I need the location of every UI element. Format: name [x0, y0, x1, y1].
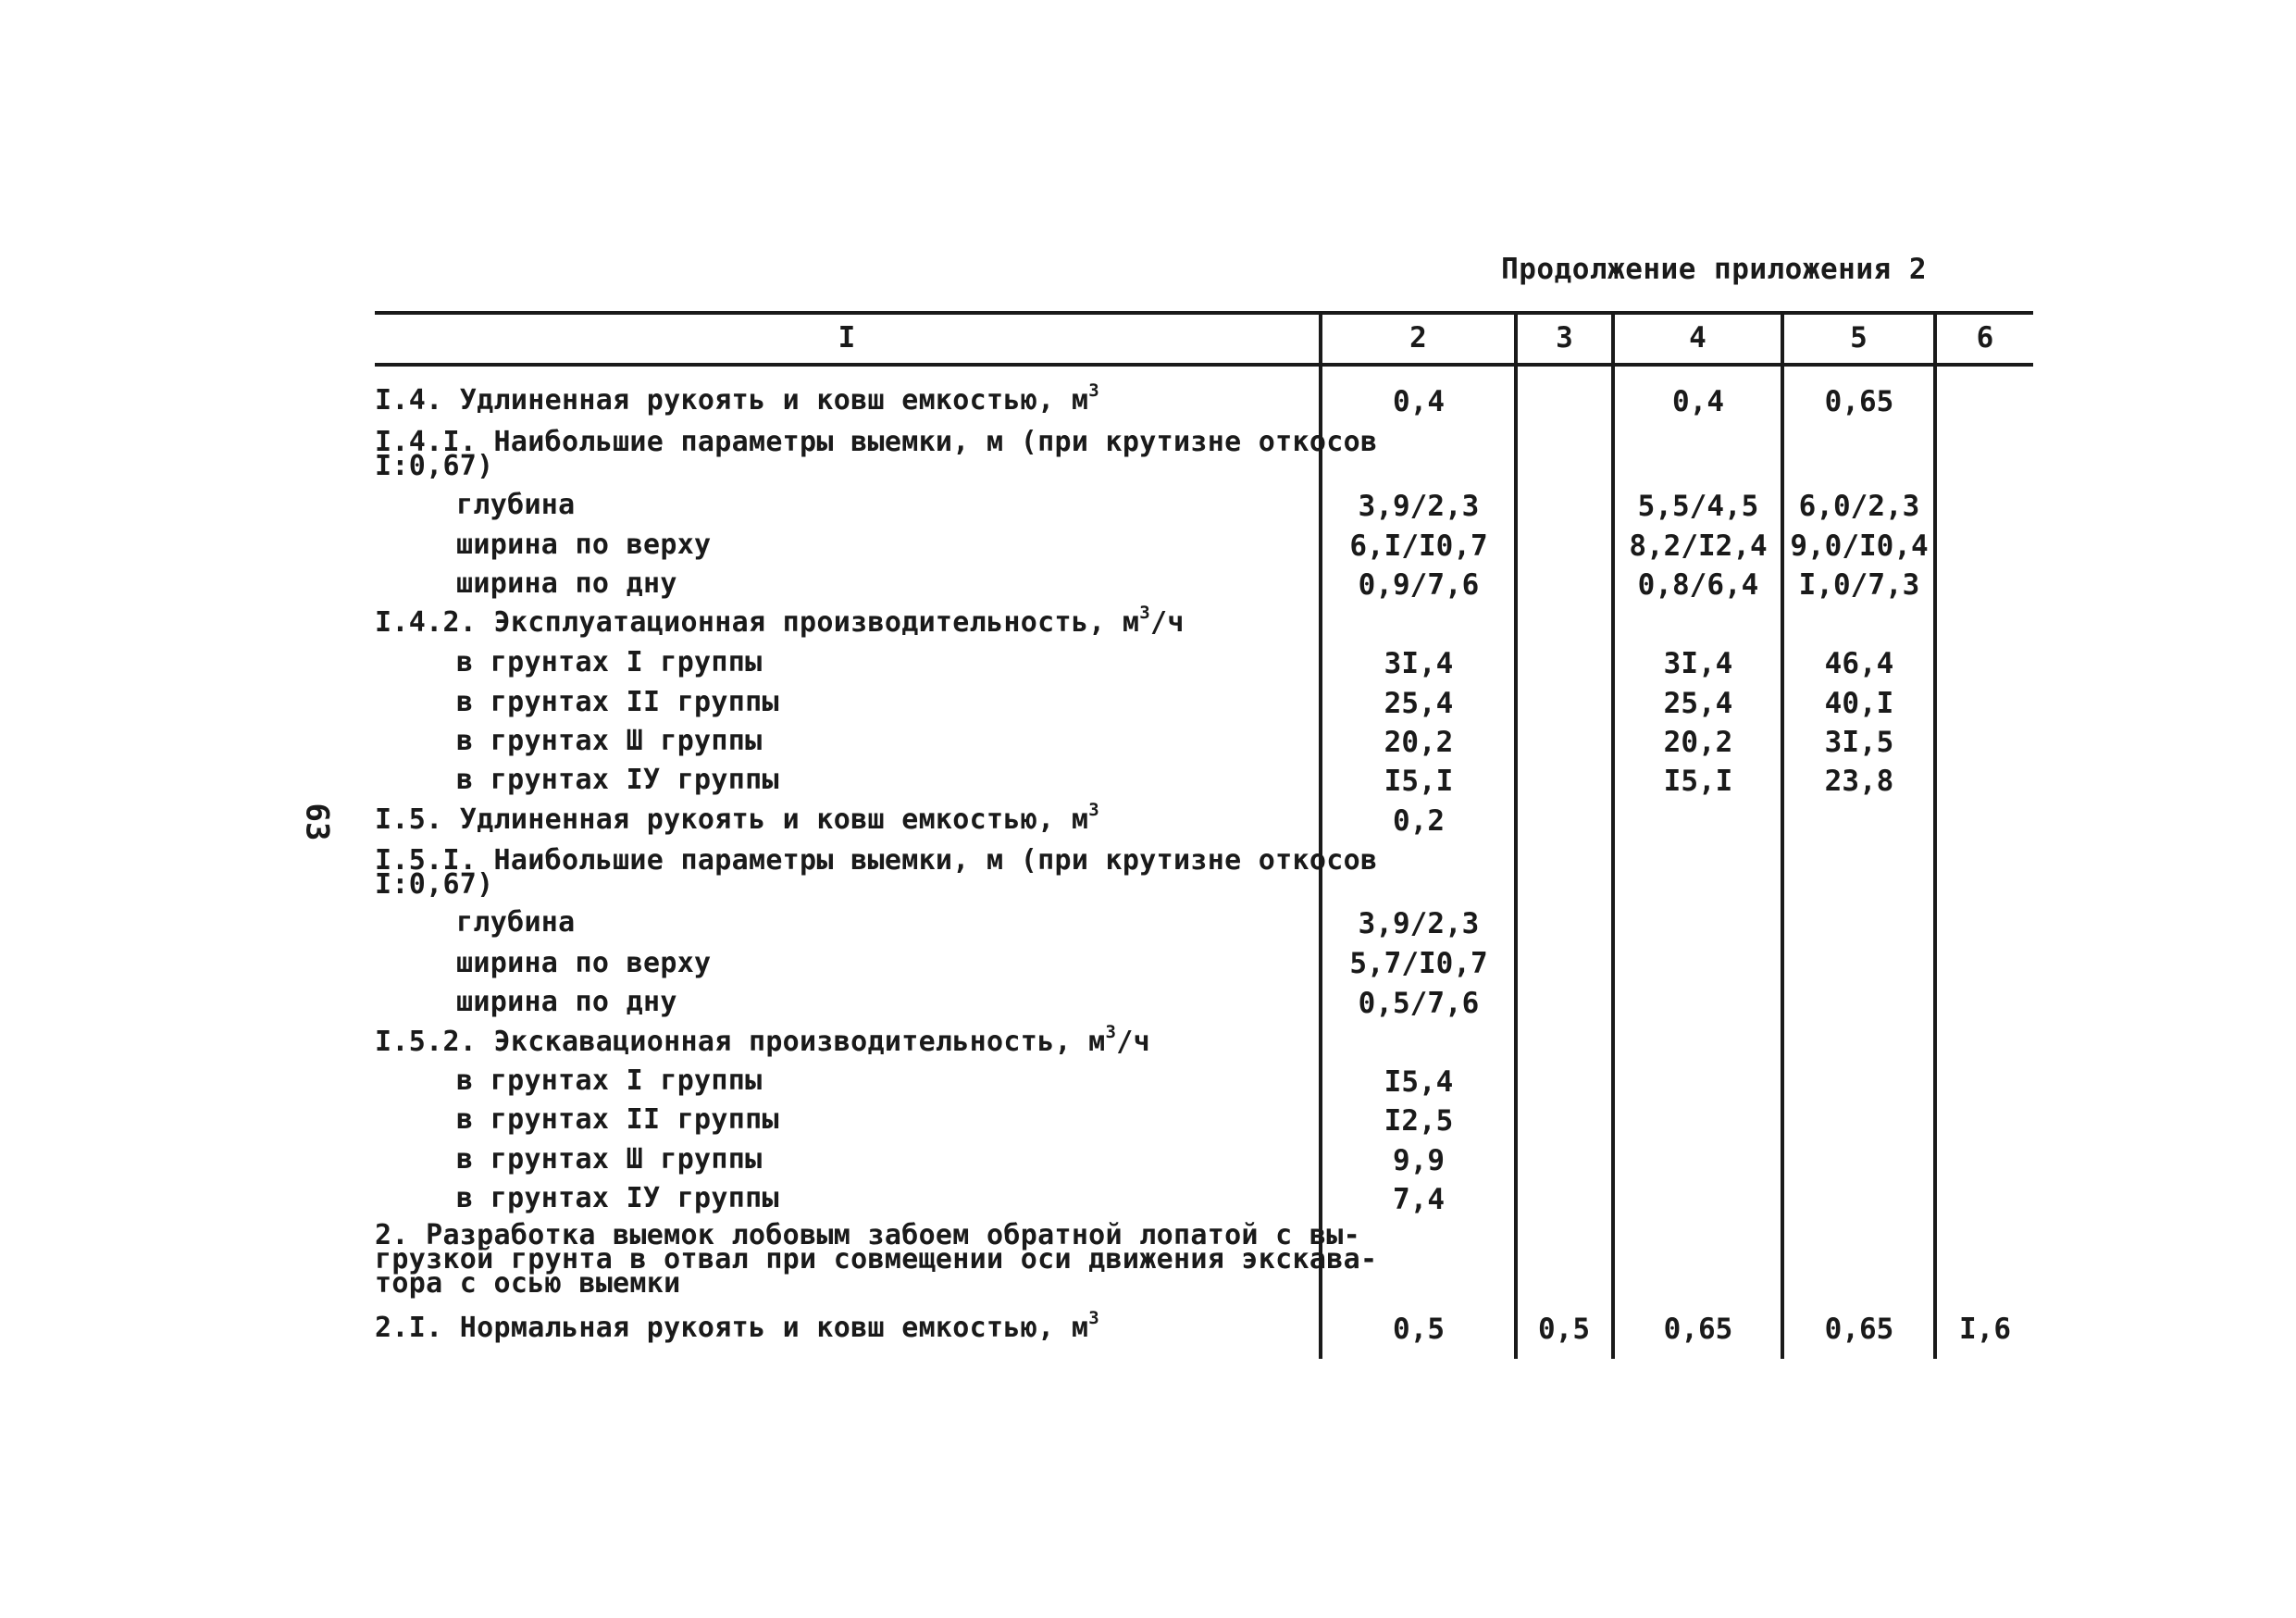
cell-value-col5: 3I,5	[1824, 726, 1894, 759]
cell-value-col5: 9,0/I0,4	[1790, 529, 1929, 563]
row-label-line: глубина	[456, 489, 576, 521]
row-label-line: ширина по верху	[456, 529, 712, 561]
cell-value-col2: 3,9/2,3	[1358, 907, 1480, 940]
cell-value-col5: I,0/7,3	[1798, 568, 1920, 602]
row-label-line: в грунтах II группы	[456, 686, 779, 718]
cell-value-col2: 7,4	[1393, 1183, 1445, 1216]
cell-value-col2: 0,4	[1393, 385, 1445, 418]
table-header-rule	[375, 363, 2033, 367]
cell-value-col2: 0,2	[1393, 804, 1445, 838]
cell-value-col4: 20,2	[1663, 726, 1733, 759]
row-label-line: I.4.2. Эксплуатационная производительность, $м^3/ч$	[375, 603, 1185, 639]
row-label-line: 2. Разработка выемок лобовым забоем обратной лопатой с вы-	[375, 1219, 1360, 1251]
row-label	[456, 686, 779, 718]
table-top-rule	[375, 311, 2033, 315]
cell-value-col5: 0,65	[1824, 1313, 1894, 1346]
row-label-line: в грунтах Ш группы	[456, 725, 763, 757]
cell-value-col3: 0,5	[1538, 1313, 1590, 1346]
row-label	[456, 489, 576, 521]
row-label-line: I.4. Удлиненная рукоять и ковш емкостью, $м^3$	[375, 380, 1099, 417]
cell-value-col2: 0,5/7,6	[1358, 987, 1480, 1020]
row-label-line: I.4.I. Наибольшие параметры выемки, м (при крутизне откосов	[375, 426, 1378, 458]
row-label	[456, 764, 779, 796]
cell-value-col2: 25,4	[1384, 687, 1454, 720]
row-label-line: I.5. Удлиненная рукоять и ковш емкостью, $м^3$	[375, 800, 1099, 836]
row-label	[456, 947, 712, 979]
column-header-2: 2	[1409, 321, 1427, 355]
row-label-line: 2.I. Нормальная рукоять и ковш емкостью, $м^3$	[375, 1308, 1099, 1344]
cell-value-col5: 46,4	[1824, 647, 1894, 680]
column-header-5: 5	[1850, 321, 1868, 355]
cell-value-col2: 0,5	[1393, 1313, 1445, 1346]
row-label	[456, 1103, 779, 1136]
row-label	[456, 646, 763, 678]
column-header-3: 3	[1556, 321, 1573, 355]
cell-value-col2: I5,I	[1384, 765, 1454, 798]
row-label	[375, 1022, 1151, 1058]
unit-superscript: 3	[1139, 603, 1151, 623]
cell-value-col4: 0,8/6,4	[1637, 568, 1759, 602]
cell-value-col2: 20,2	[1384, 726, 1454, 759]
row-label-line: I:0,67)	[375, 450, 494, 482]
row-label	[456, 1064, 763, 1097]
row-label-line: I:0,67)	[375, 868, 494, 901]
row-label	[375, 1308, 1099, 1344]
cell-value-col5: 0,65	[1824, 385, 1894, 418]
cell-value-col4: 3I,4	[1663, 647, 1733, 680]
cell-value-col2: 5,7/I0,7	[1349, 947, 1488, 980]
row-label	[456, 986, 677, 1018]
row-label-line: в грунтах II группы	[456, 1103, 779, 1136]
page-number: 63	[298, 803, 336, 841]
row-label-line: в грунтах IУ группы	[456, 764, 779, 796]
cell-value-col2: 0,9/7,6	[1358, 568, 1480, 602]
continuation-caption: Продолжение приложения 2	[1501, 253, 1927, 286]
row-label	[456, 1143, 763, 1176]
column-divider-5	[1781, 311, 1784, 1359]
cell-value-col4: 0,65	[1663, 1313, 1733, 1346]
cell-value-col2: 3,9/2,3	[1358, 490, 1480, 523]
row-label	[456, 567, 677, 600]
row-label-line: ширина по дну	[456, 567, 677, 600]
unit-superscript: 3	[1088, 1308, 1099, 1328]
column-divider-6	[1933, 311, 1937, 1359]
row-label	[456, 1182, 779, 1214]
row-label-line: в грунтах IУ группы	[456, 1182, 779, 1214]
unit-superscript: 3	[1088, 380, 1099, 401]
row-label	[375, 426, 1378, 482]
cell-value-col4: 0,4	[1672, 385, 1724, 418]
cell-value-col2: I5,4	[1384, 1065, 1454, 1099]
row-label-line: в грунтах I группы	[456, 1064, 763, 1097]
row-label-line: в грунтах I группы	[456, 646, 763, 678]
row-label	[375, 1219, 1378, 1300]
column-divider-4	[1611, 311, 1615, 1359]
row-label	[456, 725, 763, 757]
row-label-line: I.5.I. Наибольшие параметры выемки, м (при крутизне откосов	[375, 844, 1378, 877]
row-label	[456, 906, 576, 939]
cell-value-col2: 6,I/I0,7	[1349, 529, 1488, 563]
row-label-line: в грунтах Ш группы	[456, 1143, 763, 1176]
cell-value-col2: 9,9	[1393, 1144, 1445, 1177]
row-label	[375, 603, 1185, 639]
row-label-line: глубина	[456, 906, 576, 939]
row-label-line: грузкой грунта в отвал при совмещении оси движения экскава-	[375, 1243, 1378, 1276]
column-header-4: 4	[1689, 321, 1706, 355]
cell-value-col5: 40,I	[1824, 687, 1894, 720]
cell-value-col4: 5,5/4,5	[1637, 490, 1759, 523]
cell-value-col6: I,6	[1959, 1313, 2011, 1346]
row-label-line: I.5.2. Экскавационная производительность, $м^3/ч$	[375, 1022, 1151, 1058]
row-label	[456, 529, 712, 561]
cell-value-col4: 8,2/I2,4	[1629, 529, 1768, 563]
row-label-line: тора с осью выемки	[375, 1267, 681, 1300]
cell-value-col4: I5,I	[1663, 765, 1733, 798]
row-label-line: ширина по верху	[456, 947, 712, 979]
column-header-1: I	[838, 321, 856, 355]
cell-value-col5: 23,8	[1824, 765, 1894, 798]
row-label-line: ширина по дну	[456, 986, 677, 1018]
cell-value-col4: 25,4	[1663, 687, 1733, 720]
unit-superscript: 3	[1105, 1022, 1117, 1042]
row-label	[375, 800, 1099, 836]
row-label	[375, 844, 1378, 901]
column-header-6: 6	[1976, 321, 1994, 355]
row-label	[375, 380, 1099, 417]
unit-superscript: 3	[1088, 800, 1099, 820]
cell-value-col2: 3I,4	[1384, 647, 1454, 680]
cell-value-col2: I2,5	[1384, 1104, 1454, 1138]
cell-value-col5: 6,0/2,3	[1798, 490, 1920, 523]
